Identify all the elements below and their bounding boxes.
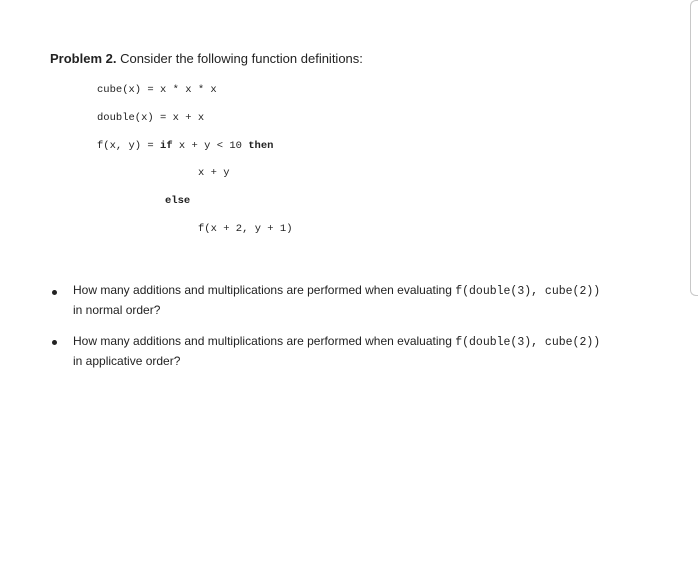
code-then-expression: x + y — [198, 167, 230, 179]
code-f-head: f(x, y) = — [97, 140, 161, 152]
problem-intro: Consider the following function definitions: — [116, 51, 363, 66]
problem-label: Problem 2. — [50, 51, 117, 66]
question-order: in normal order? — [73, 303, 161, 317]
code-f-definition — [97, 140, 273, 152]
question-text: How many additions and multiplications are performed when evaluating — [73, 334, 456, 348]
code-condition: x + y < 10 — [172, 140, 249, 152]
question-applicative-order — [73, 332, 673, 371]
problem-heading — [50, 51, 363, 66]
code-cube-definition: cube(x) = x * x * x — [97, 84, 217, 96]
code-keyword-then: then — [248, 140, 274, 152]
question-text: How many additions and multiplications are performed when evaluating — [73, 283, 456, 297]
code-keyword-else: else — [165, 195, 191, 207]
code-else-expression: f(x + 2, y + 1) — [198, 223, 293, 235]
scroll-edge — [690, 0, 698, 296]
code-keyword-if: if — [160, 140, 173, 152]
question-order: in applicative order? — [73, 354, 181, 368]
bullet-icon — [52, 290, 57, 295]
question-expression: f(double(3), cube(2)) — [455, 285, 601, 298]
question-normal-order — [73, 281, 673, 320]
question-expression: f(double(3), cube(2)) — [455, 336, 601, 349]
code-double-definition: double(x) = x + x — [97, 112, 205, 124]
bullet-icon — [52, 340, 57, 345]
